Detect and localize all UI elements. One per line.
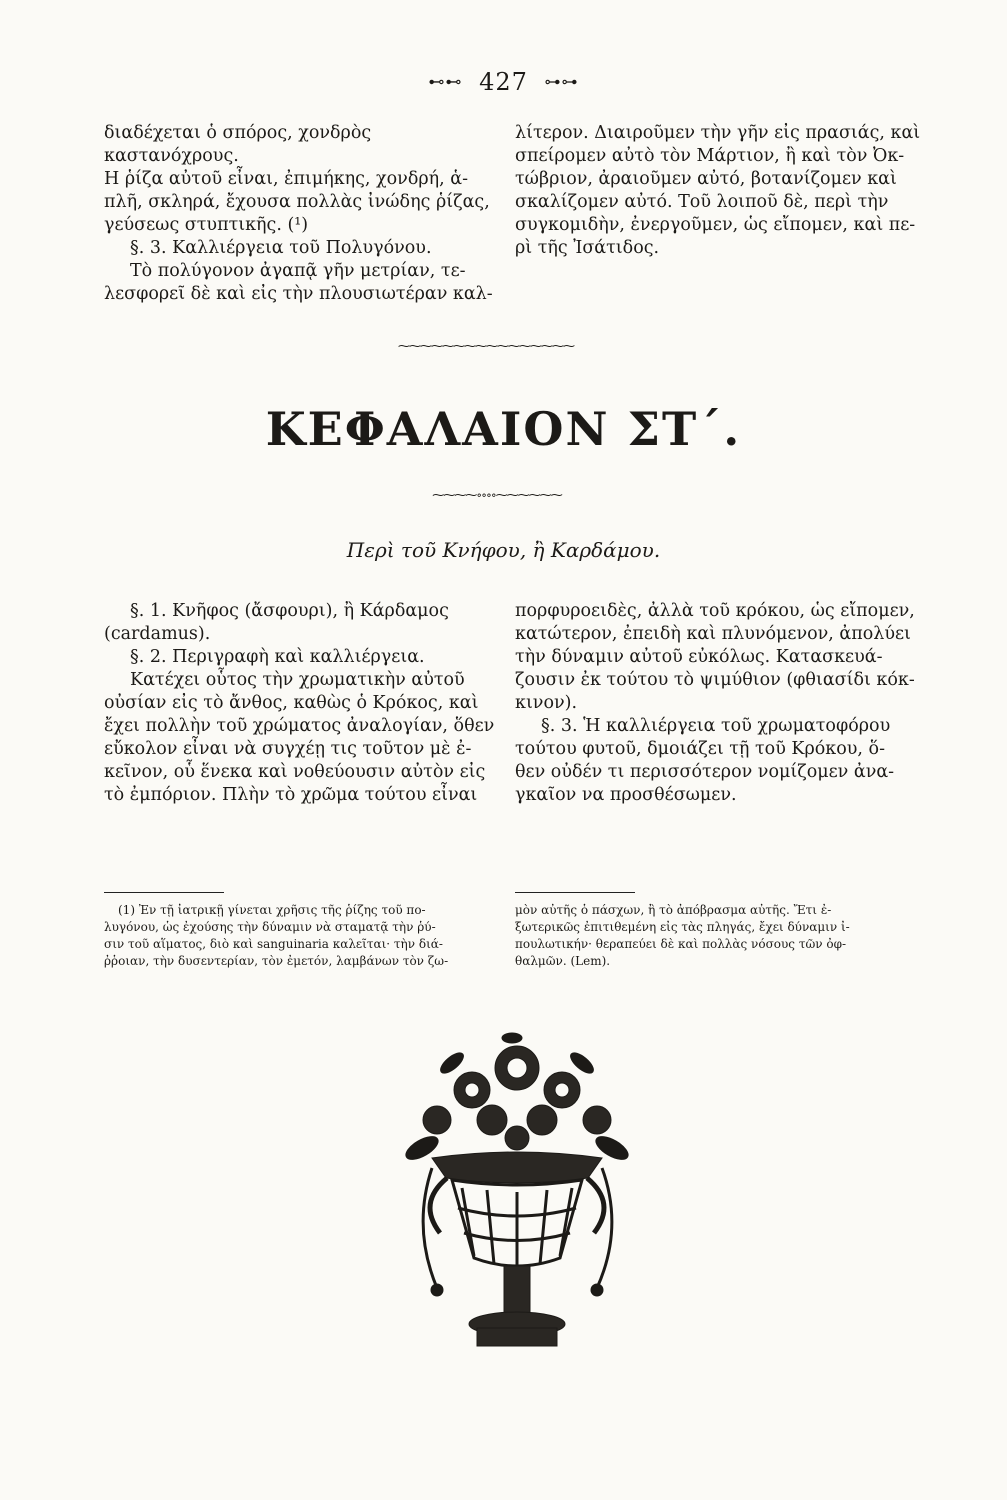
text-line: τὴν δύναμιν αὐτοῦ εὐκόλως. Κατασκευά- [515, 647, 883, 667]
right-ornament-icon: ⊶⊶ [544, 72, 579, 91]
footnote-line: θαλμῶν. (Lem). [515, 954, 611, 968]
section-heading: §. 3. Καλλιέργεια τοῦ Πολυγόνου. [130, 238, 432, 258]
text-line: κινον). [515, 693, 578, 713]
footnote-line: μὸν αὐτῆς ὁ πάσχων, ἢ τὸ ἀπόβρασμα αὐτῆς. Ἔτι ἐ- [515, 903, 832, 917]
footnote-line: ῤῥοιαν, τὴν δυσεντερίαν, τὸν ἐμετόν, λαμβάνων τὸν ζω- [104, 954, 449, 968]
text-line: κατώτερον, ἐπειδὴ καὶ πλυνόμενον, ἀπολύει [515, 624, 911, 644]
chapter-title: ΚΕΦΑΛΑΙΟΝ ΣΤ΄. [265, 402, 742, 456]
section-heading: §. 2. Περιγραφὴ καὶ καλλιέργεια. [130, 647, 425, 667]
top-left-column [104, 122, 496, 306]
flower-vase-ornament-icon [392, 1028, 642, 1368]
section-heading: §. 3. Ἡ καλλιέργεια τοῦ χρωματοφόρου [541, 716, 891, 736]
text-line: διαδέχεται ὁ σπόρος, χονδρὸς καστανόχρους. [104, 123, 372, 166]
text-line: λίτερον. Διαιροῦμεν τὴν γῆν εἰς πρασιάς, καὶ [515, 123, 921, 143]
footnote-rule [515, 892, 635, 893]
footnote-line: σιν τοῦ αἵματος, διὸ καὶ sanguinaria καλεῖται· τὴν διά- [104, 937, 443, 951]
footnote-line: λυγόνου, ὡς ἐχούσης τὴν δύναμιν νὰ σταματᾷ τὴν ῥύ- [104, 920, 436, 934]
text-line: ζουσιν ἐκ τούτου τὸ ψιμύθιον (φθιασίδι κόκ- [515, 670, 915, 690]
text-line: Κατέχει οὗτος τὴν χρωματικὴν αὐτοῦ [130, 670, 465, 690]
text-line: τώβριον, ἀραιοῦμεν αὐτό, βοτανίζομεν καὶ [515, 169, 897, 189]
text-line: λεσφορεῖ δὲ καὶ εἰς τὴν πλουσιωτέραν καλ- [104, 284, 493, 304]
left-ornament-icon: ⊷⊷ [428, 72, 463, 91]
text-line: Τὸ πολύγονον ἀγαπᾷ γῆν μετρίαν, τε- [130, 261, 466, 281]
text-line: γεύσεως στυπτικῆς. (¹) [104, 215, 309, 235]
section-divider: ⁓⁓⁓⁓⁓⁓⁓⁓⁓⁓⁓⁓⁓⁓⁓⁓ [398, 342, 574, 350]
footnote-line: ξωτερικῶς ἐπιτιθεμένη εἰς τὰς πληγάς, ἔχει δύναμιν ἰ- [515, 920, 850, 934]
footnote-line: πουλωτικήν· θεραπεύει δὲ καὶ πολλὰς νόσους τῶν ὀφ- [515, 937, 847, 951]
text-line: κεῖνον, οὗ ἕνεκα καὶ νοθεύουσιν αὐτὸν εἰς [104, 762, 486, 782]
text-line: οὐσίαν εἰς τὸ ἄνθος, καθὼς ὁ Κρόκος, καὶ [104, 693, 479, 713]
text-line: πορφυροειδὲς, ἀλλὰ τοῦ κρόκου, ὡς εἴπομεν, [515, 601, 915, 621]
text-line: ρὶ τῆς Ἰσάτιδος. [515, 238, 660, 258]
text-line: γκαῖον να προσθέσωμεν. [515, 785, 737, 805]
text-line: τούτου φυτοῦ, δμοιάζει τῇ τοῦ Κρόκου, ὅ- [515, 739, 885, 759]
text-line: εὔκολον εἶναι νὰ συγχέῃ τις τοῦτον μὲ ἐ- [104, 739, 472, 759]
footnote-line: (1) Ἐν τῇ ἰατρικῇ γίνεται χρῆσις τῆς ῥίζης τοῦ πο- [118, 903, 426, 917]
footnote-rule [104, 892, 224, 893]
text-line: (cardamus). [104, 624, 211, 644]
text-line: πλῆ, σκληρά, ἔχουσα πολλὰς ἰνώδης ῥίζας, [104, 192, 490, 212]
title-divider: ⁓⁓⁓⁓∘∘∘∘⁓⁓⁓⁓⁓⁓ [432, 491, 562, 499]
body-right-column [515, 600, 935, 807]
footnote-left [104, 902, 496, 970]
page-number: 427 [479, 68, 528, 96]
text-line: σπείρομεν αὐτὸ τὸν Μάρτιον, ἢ καὶ τὸν Ὀκ- [515, 146, 905, 166]
text-line: Η ῥίζα αὐτοῦ εἶναι, ἐπιμήκης, χονδρή, ἁ- [104, 169, 468, 189]
text-line: σκαλίζομεν αὐτό. Τοῦ λοιποῦ δὲ, περὶ τὴν [515, 192, 889, 212]
section-heading: §. 1. Κνῆφος (ἄσφουρι), ἢ Κάρδαμος [130, 601, 449, 621]
text-line: τὸ ἐμπόριον. Πλὴν τὸ χρῶμα τούτου εἶναι [104, 785, 478, 805]
body-left-column [104, 600, 496, 807]
text-line: συγκομιδὴν, ἐνεργοῦμεν, ὡς εἴπομεν, καὶ πε- [515, 215, 916, 235]
text-line: ἔχει πολλὴν τοῦ χρώματος ἀναλογίαν, ὅθεν [104, 716, 495, 736]
chapter-subtitle: Περὶ τοῦ Κνήφου, ἢ Καρδάμου. [346, 538, 661, 562]
footnote-right [515, 902, 935, 970]
page-number-line [0, 68, 1007, 96]
top-right-column [515, 122, 935, 260]
text-line: θεν οὐδέν τι περισσότερον νομίζομεν ἀνα- [515, 762, 895, 782]
